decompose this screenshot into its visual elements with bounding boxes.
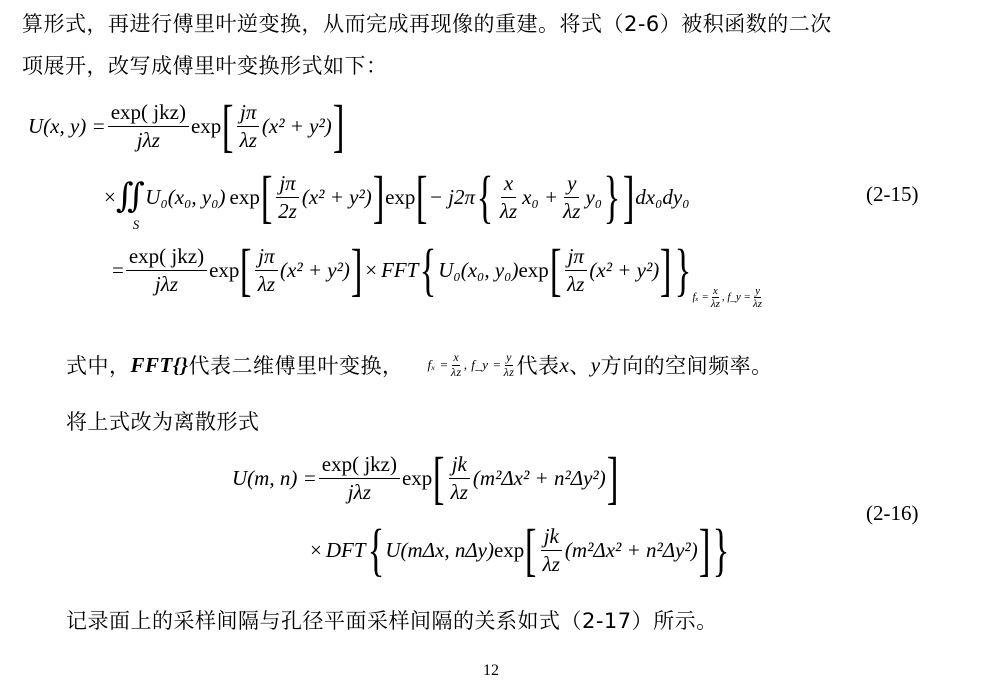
- dft-operator: DFT: [325, 537, 366, 562]
- denominator: jλz: [136, 127, 160, 152]
- left-bracket: [: [240, 237, 252, 302]
- numerator: x: [453, 350, 460, 365]
- exp-text: exp: [385, 184, 416, 209]
- right-bracket: ]: [332, 93, 345, 158]
- denominator: λz: [710, 297, 720, 310]
- numerator: y: [506, 350, 512, 365]
- fraction: [126, 243, 207, 297]
- left-bracket: [: [549, 237, 562, 302]
- paragraph-line: 记录面上的采样间隔与孔径平面采样间隔的关系如式（2-17）所示。: [66, 609, 718, 633]
- fraction: [560, 170, 583, 224]
- fraction: [237, 99, 260, 153]
- right-brace: }: [674, 237, 691, 302]
- right-bracket: ]: [622, 164, 635, 229]
- text-span: 式中，: [66, 354, 131, 378]
- left-bracket: [: [433, 445, 445, 510]
- numerator: exp( jkz): [108, 99, 189, 126]
- numerator: x: [501, 170, 516, 197]
- equation-2-15-line-2: [104, 155, 690, 239]
- left-bracket: [: [525, 517, 537, 582]
- exp-text: exp: [190, 113, 222, 138]
- quadratic-term: (x² + y²): [261, 113, 332, 138]
- fft-symbol: FFT{}: [130, 352, 189, 377]
- numerator: y: [755, 284, 760, 297]
- left-brace: {: [419, 237, 437, 302]
- fraction: [497, 170, 520, 224]
- right-bracket: ]: [606, 445, 619, 510]
- left-bracket: [: [222, 93, 234, 158]
- differential: dx₀dy₀: [635, 184, 690, 209]
- text-span: 方向的空间频率。: [600, 354, 773, 378]
- fx-label: fₓ =: [692, 291, 709, 304]
- inline-frequency: [427, 351, 516, 378]
- right-brace: }: [712, 517, 730, 582]
- fraction: [710, 285, 721, 310]
- paragraph-line: 将上式改为离散形式: [66, 410, 260, 434]
- fraction: [540, 523, 563, 577]
- x0-term: x₀ +: [522, 184, 559, 209]
- page-number: 12: [483, 662, 499, 679]
- u0-term: U₀(x₀, y₀): [438, 257, 519, 282]
- right-brace: }: [603, 164, 621, 229]
- exp-text: exp: [229, 184, 260, 209]
- denominator: λz: [563, 198, 581, 223]
- denominator: λz: [450, 364, 462, 379]
- right-bracket: ]: [350, 237, 363, 302]
- left-brace: {: [476, 164, 494, 229]
- denominator: λz: [503, 364, 515, 379]
- evaluation-subscript: [692, 285, 764, 310]
- equation-number: (2-16): [866, 501, 919, 525]
- exp-text: exp: [493, 537, 525, 562]
- paragraph-line: 算形式，再进行傅里叶逆变换，从而完成再现像的重建。将式（2-6）被积函数的二次: [22, 12, 832, 36]
- eq-lhs: U(m, n) =: [232, 465, 317, 490]
- equation-number: (2-15): [866, 182, 919, 206]
- fraction: [564, 243, 587, 297]
- denominator: λz: [239, 127, 257, 152]
- exp-text: exp: [401, 465, 433, 490]
- text-span: 代表二维傅里叶变换，: [188, 354, 404, 378]
- numerator: exp( jkz): [126, 243, 207, 270]
- paragraph-line: [66, 350, 773, 380]
- equation-2-15-line-3: [112, 228, 764, 312]
- fraction: [450, 351, 463, 378]
- fraction: [275, 170, 300, 224]
- denominator: jλz: [347, 479, 371, 504]
- numerator: x: [712, 284, 718, 297]
- denominator: jλz: [154, 271, 178, 296]
- exp-text: exp: [518, 257, 549, 282]
- equals-sign: =: [112, 257, 124, 282]
- eq-lhs: U(x, y) =: [28, 113, 106, 138]
- y0-term: y₀: [585, 184, 603, 209]
- fraction: [752, 285, 763, 310]
- denominator: λz: [542, 551, 560, 576]
- integral-domain: S: [132, 217, 140, 232]
- left-bracket: [: [260, 164, 273, 229]
- numerator: jk: [541, 523, 562, 550]
- var-y: y: [590, 352, 601, 377]
- fraction: [503, 351, 516, 378]
- exp-text: exp: [209, 257, 240, 282]
- fx-label: fₓ =: [427, 357, 449, 372]
- numerator: jπ: [565, 243, 587, 270]
- u0-term: U₀(x₀, y₀): [145, 184, 226, 209]
- times-sign: ×: [104, 184, 116, 209]
- text-span: 、: [569, 354, 591, 378]
- fft-operator: FFT: [381, 257, 419, 282]
- quadratic-term: (m²Δx² + n²Δy²): [564, 537, 698, 562]
- numerator: jπ: [276, 170, 298, 197]
- denominator: λz: [567, 271, 585, 296]
- fraction: [108, 99, 189, 153]
- right-bracket: ]: [660, 237, 672, 302]
- u-term: U(mΔx, nΔy): [385, 537, 494, 562]
- quadratic-term: (x² + y²): [280, 257, 350, 282]
- fy-label: , f_y =: [721, 291, 751, 304]
- numerator: jπ: [255, 243, 277, 270]
- fy-label: , f_y =: [463, 357, 502, 372]
- denominator: 2z: [278, 198, 297, 223]
- times-sign: ×: [365, 257, 378, 282]
- quadratic-term: (m²Δx² + n²Δy²): [472, 465, 606, 490]
- text-span: 代表: [516, 354, 560, 378]
- equation-2-16-line-2: [310, 508, 731, 592]
- denominator: λz: [257, 271, 275, 296]
- denominator: λz: [752, 297, 763, 310]
- denominator: λz: [499, 198, 518, 223]
- kernel-factor: − j2π: [428, 184, 475, 209]
- left-bracket: [: [416, 164, 428, 229]
- numerator: y: [564, 170, 579, 197]
- fraction: [448, 451, 471, 505]
- right-bracket: ]: [698, 517, 711, 582]
- paragraph-line: 项展开，改写成傅里叶变换形式如下：: [22, 54, 388, 78]
- times-sign: ×: [310, 537, 322, 562]
- numerator: jk: [449, 451, 470, 478]
- numerator: exp( jkz): [319, 451, 400, 478]
- fraction: [255, 243, 278, 297]
- fraction: [319, 451, 400, 505]
- left-brace: {: [367, 517, 384, 582]
- right-bracket: ]: [372, 164, 385, 229]
- quadratic-term: (x² + y²): [301, 184, 372, 209]
- denominator: λz: [450, 479, 468, 504]
- numerator: jπ: [237, 99, 259, 126]
- double-integral-sign: ∬: [115, 178, 145, 215]
- quadratic-term: (x² + y²): [589, 257, 660, 282]
- var-x: x: [559, 352, 570, 377]
